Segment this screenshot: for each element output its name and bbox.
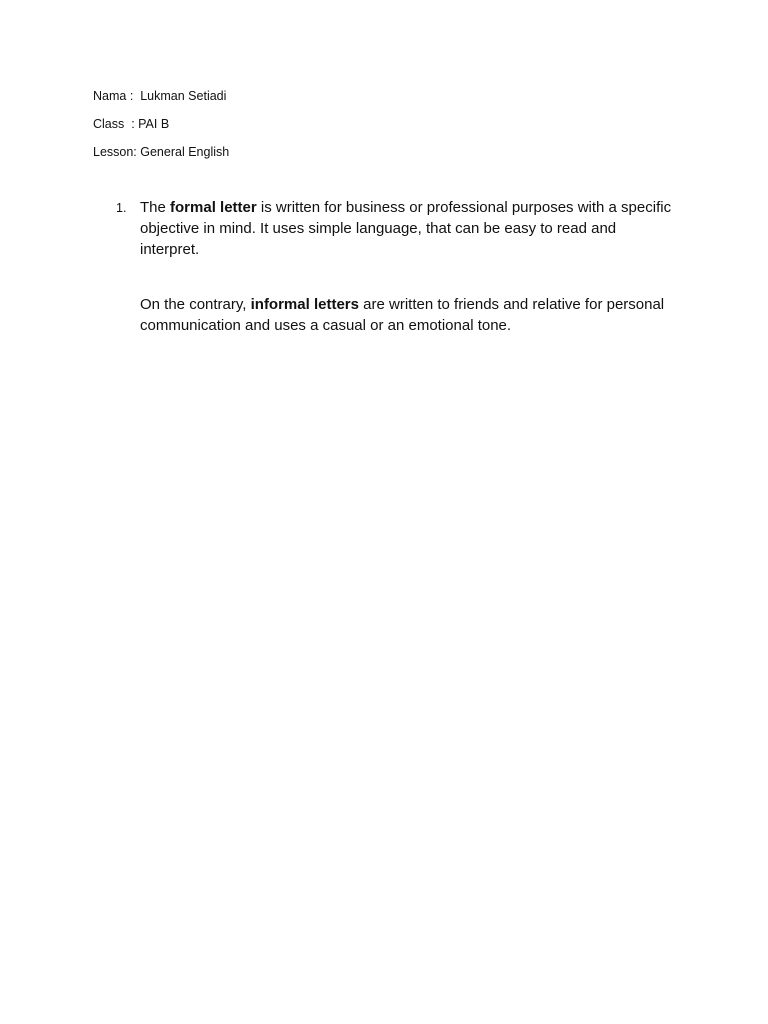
informal-letter-paragraph: [140, 294, 676, 336]
paragraph-text-before: On the contrary,: [140, 296, 251, 313]
paragraph-text-before: The: [140, 199, 171, 216]
formal-letter-term: formal letter: [170, 199, 257, 216]
student-name-line: Nama : Lukman Setiadi: [93, 89, 227, 103]
list-item: [116, 197, 676, 336]
class-line: Class : PAI B: [93, 117, 170, 131]
formal-letter-paragraph: [140, 197, 676, 260]
list-item-number: 1.: [116, 201, 127, 215]
informal-letters-term: informal letters: [250, 296, 359, 313]
paragraph-text-after: is written for business or professional purposes with a specific objective in mind. It uses simple language, that can be easy to read and interpret.: [140, 199, 672, 258]
lesson-line: Lesson: General English: [93, 145, 230, 159]
paragraph-text-after: are written to friends and relative for personal communication and uses a casual or an emotional tone.: [140, 296, 665, 334]
numbered-list: [116, 197, 676, 336]
